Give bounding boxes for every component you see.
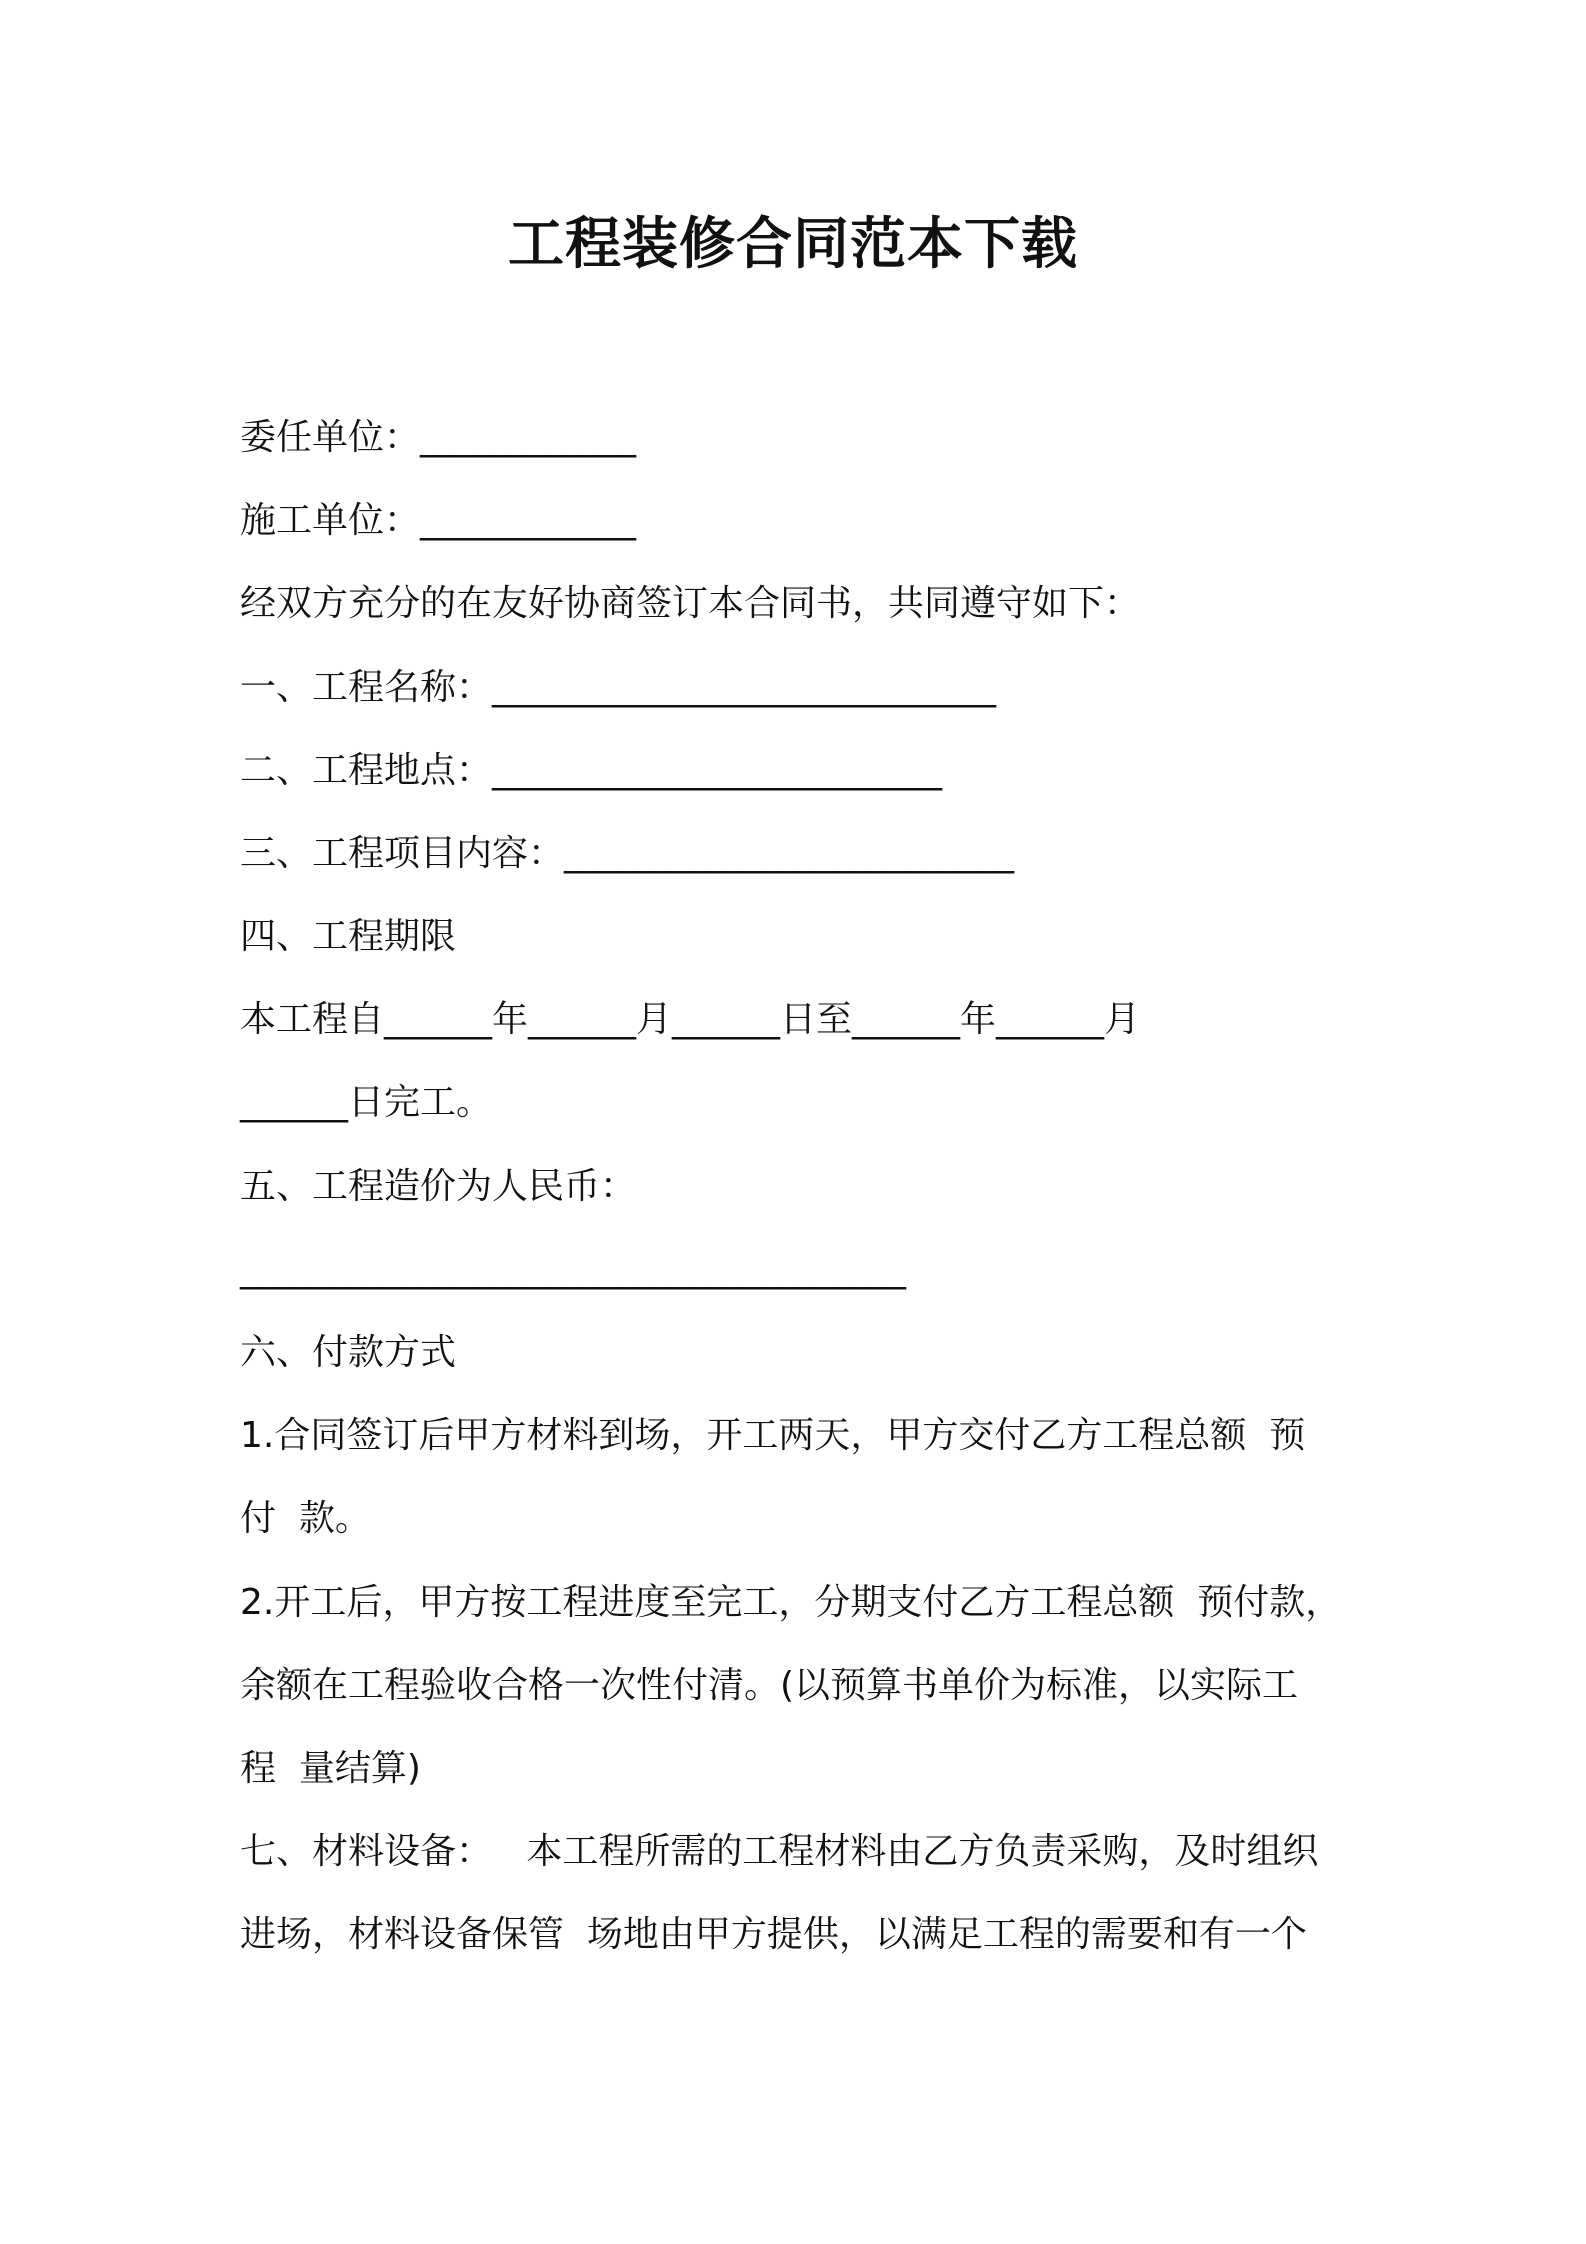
project-name-line: 一、工程名称：____________________________ (240, 667, 997, 708)
project-period-heading: 四、工程期限 (240, 916, 457, 957)
project-cost-heading: 五、工程造价为人民币： (240, 1166, 637, 1207)
payment-clause-1-line-1: 1.合同签订后甲方材料到场，开工两天，甲方交付乙方工程总额 预 (240, 1415, 1306, 1456)
project-location-line: 二、工程地点：_________________________ (240, 750, 943, 791)
payment-clause-1-line-2: 付 款。 (240, 1498, 371, 1539)
payment-clause-2-line-3: 程 量结算) (240, 1748, 421, 1789)
project-period-end-line: ______日完工。 (240, 1082, 493, 1123)
project-cost-blank-line: _____________________________________ (240, 1249, 906, 1290)
contractor-unit-line: 施工单位：____________ (240, 500, 637, 541)
agreement-intro-line: 经双方充分的在友好协商签订本合同书，共同遵守如下： (240, 583, 1141, 624)
payment-method-heading: 六、付款方式 (240, 1332, 457, 1373)
client-unit-line: 委任单位：____________ (240, 417, 637, 458)
project-period-line: 本工程自______年______月______日至______年______月 (240, 999, 1141, 1040)
payment-clause-2-line-1: 2.开工后，甲方按工程进度至完工，分期支付乙方工程总额 预付款， (240, 1582, 1342, 1623)
payment-clause-2-line-2: 余额在工程验收合格一次性付清。(以预算书单价为标准，以实际工 (240, 1665, 1299, 1706)
materials-clause-line-2: 进场，材料设备保管 场地由甲方提供，以满足工程的需要和有一个 (240, 1914, 1307, 1955)
document-title: 工程装修合同范本下载 (508, 212, 1078, 277)
materials-clause-line-1: 七、材料设备： 本工程所需的工程材料由乙方负责采购，及时组织 (240, 1831, 1319, 1872)
project-content-line: 三、工程项目内容：_________________________ (240, 833, 1015, 874)
